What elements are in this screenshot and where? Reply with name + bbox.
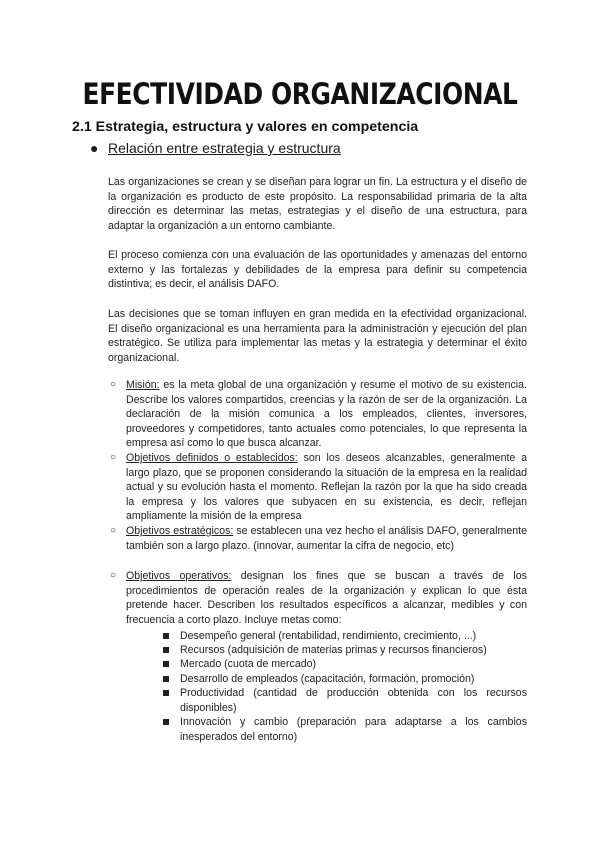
term-objetivos-estrategicos: Objetivos estratégicos:: [126, 525, 234, 537]
circle-bullet-icon: ○: [110, 379, 117, 390]
bullet-marker: ●: [90, 140, 99, 156]
paragraph-3: Las decisiones que se toman influyen en gran medida en la efectividad organizacional. El diseño organizacional es una herramienta para la administración y ejecución del plan estratégico. Se utiliza para implementar las metas y la estrategia y determinar el éxito organizacional.: [108, 308, 527, 364]
square-bullet-icon: [163, 633, 169, 639]
list-item-objetivos-operativos: [110, 569, 527, 627]
square-bullet-icon: [163, 676, 169, 682]
goal-item: Desarrollo de empleados (capacitación, formación, promoción): [180, 672, 527, 687]
term-objetivos-operativos: Objetivos operativos:: [126, 570, 232, 582]
definition-mision: es la meta global de una organización y resume el motivo de su existencia. Describe los valores compartidos, creencias y la razón de ser de la organización. La declaración de la misión comunica a los empleados, clientes, inversores, proveedores y competidores, tanto actuales como potenciales, lo que representa la empresa así como lo que busca alcanzar.: [126, 379, 527, 449]
paragraph-2: El proceso comienza con una evaluación de las oportunidades y amenazas del entorno externo y las fortalezas y debilidades de la empresa para definir su competencia distintiva; es decir, el análisis DAFO.: [108, 249, 527, 290]
goal-item: Innovación y cambio (preparación para adaptarse a los cambios inesperados del entorno): [180, 715, 527, 744]
circle-bullet-icon: ○: [110, 452, 117, 463]
goal-item: Desempeño general (rentabilidad, rendimiento, crecimiento, ...): [180, 629, 527, 644]
square-bullet-icon: [163, 661, 169, 667]
definition-objetivos-definidos: son los deseos alcanzables, generalmente a largo plazo, que se proponen considerando la situación de la empresa en la realidad actual y su evolución hasta el momento. Reflejan la razón por la que ha sido creada la empresa y los valores que subyacen en su existencia, es decir, reflejan ampliamente la misión de la empresa: [126, 452, 527, 522]
square-bullet-icon: [163, 719, 169, 725]
section-heading: 2.1 Estrategia, estructura y valores en competencia: [72, 119, 419, 135]
paragraph-1: Las organizaciones se crean y se diseñan para lograr un fin. La estructura y el diseño de la organización es producto de este propósito. La responsabilidad primaria de la alta dirección es determinar las metas, estrategias y el diseño de una estructura, para adaptar la organización a un entorno cambiante.: [108, 176, 527, 232]
list-item-mision: [110, 378, 527, 451]
list-item-objetivos-estrategicos: [110, 524, 527, 553]
square-bullet-icon: [163, 690, 169, 696]
circle-bullet-icon: ○: [110, 570, 117, 581]
square-bullet-icon: [163, 647, 169, 653]
goal-item: Mercado (cuota de mercado): [180, 657, 527, 672]
goal-item: Productividad (cantidad de producción obtenida con los recursos disponibles): [180, 686, 527, 715]
topic-heading: Relación entre estrategia y estructura: [108, 140, 341, 156]
definition-objetivos-estrategicos: se establecen una vez hecho el análisis DAFO, generalmente también son a largo plazo. (innovar, aumentar la cifra de negocio, etc): [126, 525, 527, 552]
definition-objetivos-operativos: designan los fines que se buscan a través de los procedimientos de operación reales de la organización y explican lo que ésta pretende hacer. Describen los resultados específicos a alcanzar, medibles y con frecuencia a corto plazo. Incluye metas como:: [126, 570, 527, 626]
list-item-objetivos-definidos: [110, 451, 527, 524]
goal-item: Recursos (adquisición de materias primas y recursos financieros): [180, 643, 527, 658]
term-objetivos-definidos: Objetivos definidos o establecidos:: [126, 452, 298, 464]
circle-bullet-icon: ○: [110, 525, 117, 536]
term-mision: Misión:: [126, 379, 160, 391]
document-title: EFECTIVIDAD ORGANIZACIONAL: [82, 77, 518, 111]
